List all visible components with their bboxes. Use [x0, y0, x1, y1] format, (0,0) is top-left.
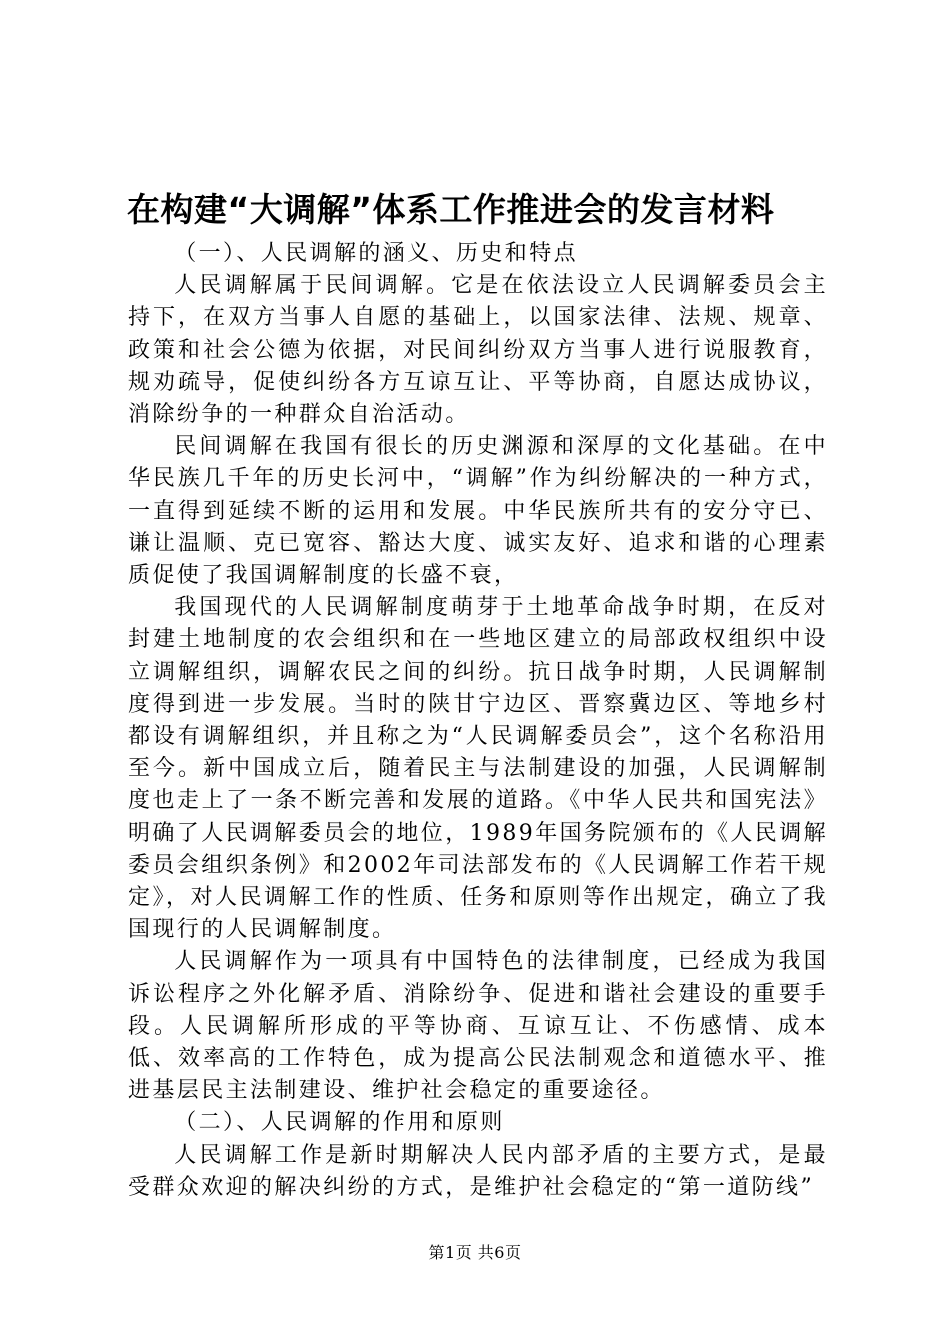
page-number-footer: 第1页 共6页 [428, 1243, 522, 1262]
paragraph-3: 我国现代的人民调解制度萌芽于土地革命战争时期，在反对封建土地制度的农会组织和在一些地区建立的局部政权组织中设立调解组织，调解农民之间的纠纷。抗日战争时期，人民调解制度得到进一步发展。当时的陕甘宁边区、晋察冀边区、等地乡村都设有调解组织，并且称之为“人民调解委员会”，这个名称沿用至今。新中国成立后，随着民主与法制建设的加强，人民调解制度也走上了一条不断完善和发展的道路。《中华人民共和国宪法》明确了人民调解委员会的地位，1989年国务院颁布的《人民调解委员会组织条例》和2002年司法部发布的《人民调解工作若干规定》，对人民调解工作的性质、任务和原则等作出规定，确立了我国现行的人民调解制度。 [128, 595, 828, 943]
section-heading-2: （二）、人民调解的作用和原则 [174, 1110, 505, 1136]
paragraph-4: 人民调解作为一项具有中国特色的法律制度，已经成为我国诉讼程序之外化解矛盾、消除纷争、促进和谐社会建设的重要手段。人民调解所形成的平等协商、互谅互让、不伤感情、成本低、效率高的工作特色，成为提高公民法制观念和道德水平、推进基层民主法制建设、维护社会稳定的重要途径。 [128, 949, 828, 1104]
paragraph-2: 民间调解在我国有很长的历史渊源和深厚的文化基础。在中华民族几千年的历史长河中，“调解”作为纠纷解决的一种方式，一直得到延续不断的运用和发展。中华民族所共有的安分守已、谦让温顺、克已宽容、豁达大度、诚实友好、追求和谐的心理素质促使了我国调解制度的长盛不衰， [128, 434, 828, 589]
section-heading-1: （一）、人民调解的涵义、历史和特点 [174, 241, 578, 266]
document-title: 在构建“大调解”体系工作推进会的发言材料 [127, 190, 775, 229]
paragraph-1: 人民调解属于民间调解。它是在依法设立人民调解委员会主持下，在双方当事人自愿的基础上，以国家法律、法规、规章、政策和社会公德为依据，对民间纠纷双方当事人进行说服教育，规劝疏导，促使纠纷各方互谅互让、平等协商，自愿达成协议，消除纷争的一种群众自治活动。 [128, 273, 828, 428]
paragraph-5: 人民调解工作是新时期解决人民内部矛盾的主要方式，是最受群众欢迎的解决纠纷的方式，是维护社会稳定的“第一道防线” [128, 1142, 828, 1200]
document-page [128, 182, 828, 1204]
